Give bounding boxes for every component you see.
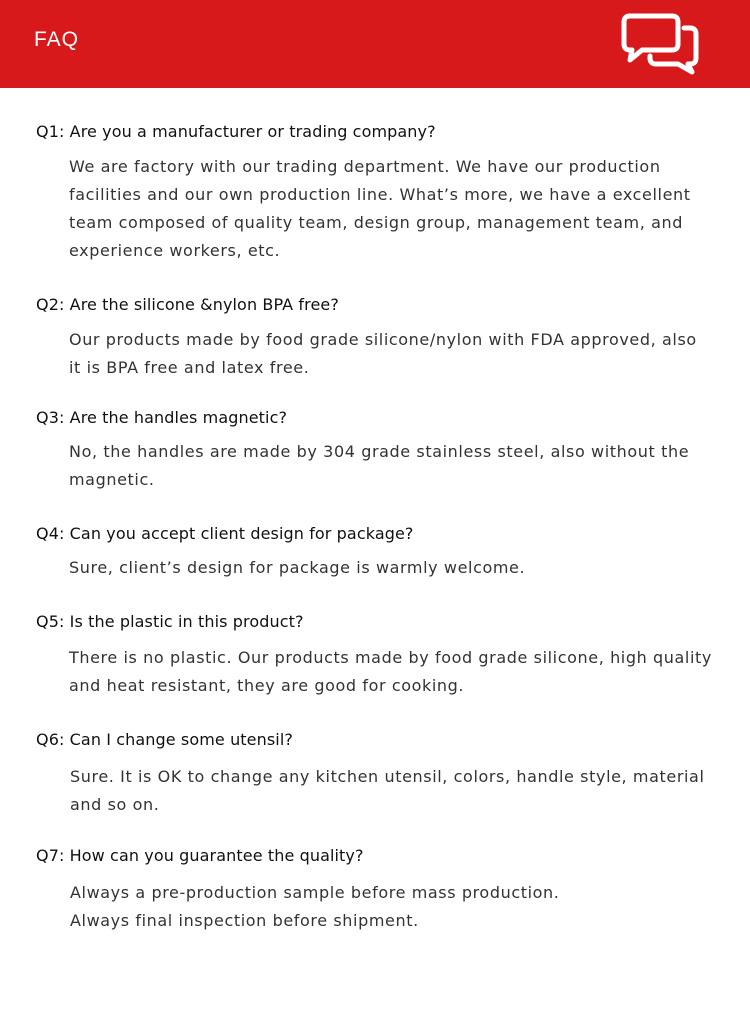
- answer-line: facilities and our own production line. What’s more, we have a excellent: [69, 185, 691, 204]
- chat-bubbles-icon: [620, 12, 702, 76]
- faq-answer-7: [70, 879, 559, 935]
- answer-line: Our products made by food grade silicone/nylon with FDA approved, also: [69, 330, 697, 349]
- answer-line: Always final inspection before shipment.: [70, 911, 419, 930]
- answer-line: Sure, client’s design for package is warmly welcome.: [69, 558, 526, 577]
- faq-question-7: Q7: How can you guarantee the quality?: [36, 846, 364, 865]
- answer-line: magnetic.: [69, 470, 155, 489]
- faq-answer-6: [70, 763, 705, 819]
- answer-line: and heat resistant, they are good for cooking.: [69, 676, 465, 695]
- answer-line: it is BPA free and latex free.: [69, 358, 310, 377]
- answer-line: No, the handles are made by 304 grade stainless steel, also without the: [69, 442, 690, 461]
- answer-line: Always a pre-production sample before mass production.: [70, 883, 560, 902]
- faq-answer-3: [69, 438, 689, 494]
- answer-line: experience workers, etc.: [69, 241, 281, 260]
- answer-line: team composed of quality team, design group, management team, and: [69, 213, 683, 232]
- faq-question-4: Q4: Can you accept client design for package?: [36, 524, 414, 543]
- page-title: FAQ: [34, 28, 80, 51]
- faq-question-2: Q2: Are the silicone &nylon BPA free?: [36, 295, 339, 314]
- faq-question-5: Q5: Is the plastic in this product?: [36, 612, 304, 631]
- faq-question-6: Q6: Can I change some utensil?: [36, 730, 293, 749]
- header-bar: [0, 0, 750, 88]
- faq-answer-4: [69, 554, 525, 582]
- faq-question-1: Q1: Are you a manufacturer or trading company?: [36, 122, 436, 141]
- faq-question-3: Q3: Are the handles magnetic?: [36, 408, 288, 427]
- answer-line: and so on.: [70, 795, 160, 814]
- answer-line: There is no plastic. Our products made by food grade silicone, high quality: [69, 648, 712, 667]
- faq-answer-5: [69, 644, 712, 700]
- faq-answer-1: [69, 153, 691, 265]
- answer-line: We are factory with our trading department. We have our production: [69, 157, 661, 176]
- answer-line: Sure. It is OK to change any kitchen utensil, colors, handle style, material: [70, 767, 705, 786]
- faq-answer-2: [69, 326, 697, 382]
